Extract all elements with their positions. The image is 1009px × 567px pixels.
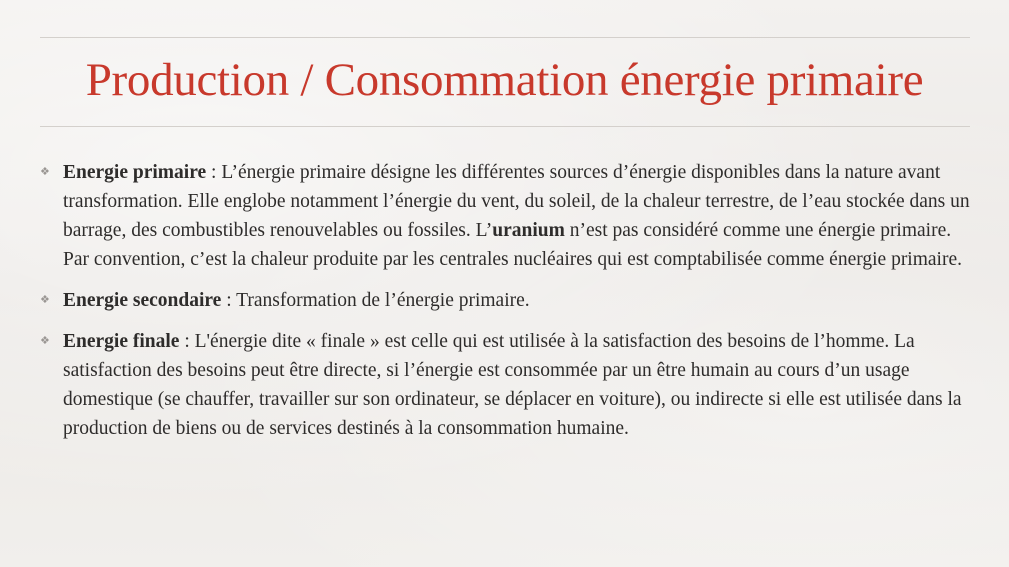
title-divider bbox=[40, 126, 970, 127]
bullet-energie-secondaire bbox=[38, 286, 973, 315]
bullet-text: : L'énergie dite « finale » est celle qui est utilisée à la satisfaction des besoins de l’homme. La satisfaction des besoins peut être directe, si l’énergie est consommée par un être humain au cours d’un usage domestique (se chauffer, travailler sur son ordinateur, se déplacer en voiture), ou indirecte si elle est utilisée dans la production de biens ou de services destinés à la consommation humaine. bbox=[63, 331, 962, 439]
bullet-energie-primaire bbox=[38, 158, 973, 274]
bullet-term: Energie finale bbox=[63, 331, 180, 352]
bullet-diamond-icon: ❖ bbox=[40, 166, 50, 178]
bullet-diamond-icon: ❖ bbox=[40, 294, 50, 306]
bullet-list bbox=[38, 158, 973, 455]
bullet-text: n’est pas considéré comme une énergie primaire. Par convention, c’est la chaleur produite par les centrales nucléaires qui est comptabilisée comme énergie primaire. bbox=[63, 220, 962, 270]
bullet-inline-bold: uranium bbox=[492, 220, 565, 241]
bullet-text: : Transformation de l’énergie primaire. bbox=[221, 290, 530, 311]
bullet-energie-finale bbox=[38, 327, 973, 443]
bullet-diamond-icon: ❖ bbox=[40, 335, 50, 347]
bullet-term: Energie secondaire bbox=[63, 290, 222, 311]
bullet-text: : L’énergie primaire désigne les différentes sources d’énergie disponibles dans la nature avant transformation. Elle englobe notamment l’énergie du vent, du soleil, de la chaleur terrestre, de l’eau stockée dans un barrage, des combustibles renouvelables ou fossiles. L’ bbox=[63, 162, 970, 241]
bullet-term: Energie primaire bbox=[63, 162, 207, 183]
slide-title: Production / Consommation énergie primaire bbox=[85, 54, 924, 106]
top-divider bbox=[40, 37, 970, 38]
